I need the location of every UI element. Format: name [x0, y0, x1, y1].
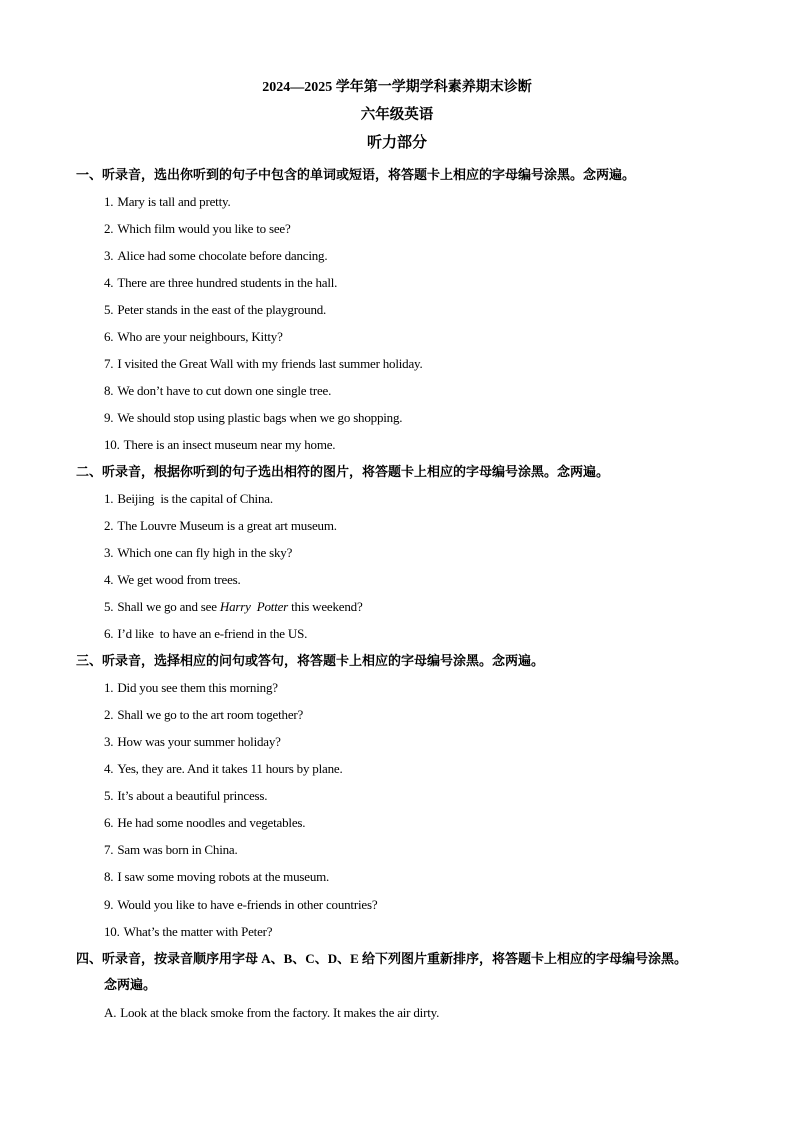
part4-item: A. Look at the black smoke from the factory. It makes the air dirty. [104, 1005, 440, 1020]
part1-item: 6. Who are your neighbours, Kitty? [104, 329, 283, 344]
part1-item: 2. Which film would you like to see? [104, 221, 291, 236]
part2-item: 4. We get wood from trees. [104, 572, 241, 587]
part3-item: 3. How was your summer holiday? [104, 734, 281, 749]
part2-heading: 二、听录音，根据你听到的句子选出相符的图片，将答题卡上相应的字母编号涂黑。念两遍。 [76, 464, 610, 479]
part1-item: 7. I visited the Great Wall with my friends last summer holiday. [104, 356, 423, 371]
part1-item: 4. There are three hundred students in the hall. [104, 275, 338, 290]
part1-item: 3. Alice had some chocolate before dancing. [104, 248, 328, 263]
part3-item: 4. Yes, they are. And it takes 11 hours by plane. [104, 761, 343, 776]
part2-item: 1. Beijing is the capital of China. [104, 491, 273, 506]
part3-item: 5. It’s about a beautiful princess. [104, 788, 268, 803]
part3-item: 9. Would you like to have e-friends in other countries? [104, 897, 378, 912]
part1-item: 10. There is an insect museum near my home. [104, 437, 336, 452]
part2-item: 6. I’d like to have an e-friend in the US. [104, 626, 308, 641]
part1-item: 9. We should stop using plastic bags when we go shopping. [104, 410, 403, 425]
part1-item: 8. We don’t have to cut down one single tree. [104, 383, 332, 398]
part4-heading: 四、听录音，按录音顺序用字母 A、B、C、D、E 给下列图片重新排序，将答题卡上相应的字母编号涂黑。 [76, 951, 688, 966]
section-title: 听力部分 [366, 135, 427, 151]
part1-item: 5. Peter stands in the east of the playground. [104, 302, 327, 317]
part4-heading-continued: 念两遍。 [104, 977, 157, 992]
part2-item: 5. Shall we go and see Harry Potter this weekend? [104, 599, 363, 614]
exam-title: 2024—2025 学年第一学期学科素养期末诊断 [262, 80, 532, 95]
part1-item: 1. Mary is tall and pretty. [104, 194, 231, 209]
part3-item: 6. He had some noodles and vegetables. [104, 815, 306, 830]
grade-subject: 六年级英语 [360, 107, 434, 123]
part2-item: 2. The Louvre Museum is a great art museum. [104, 518, 337, 533]
part3-item: 2. Shall we go to the art room together? [104, 707, 304, 722]
part3-item: 8. I saw some moving robots at the museum. [104, 869, 330, 884]
part3-heading: 三、听录音，选择相应的问句或答句，将答题卡上相应的字母编号涂黑。念两遍。 [76, 653, 545, 668]
part3-item: 1. Did you see them this morning? [104, 680, 278, 695]
part1-heading: 一、听录音，选出你听到的句子中包含的单词或短语，将答题卡上相应的字母编号涂黑。念两遍。 [76, 167, 636, 182]
part2-item: 3. Which one can fly high in the sky? [104, 545, 293, 560]
part3-item: 10. What’s the matter with Peter? [104, 924, 273, 939]
part3-item: 7. Sam was born in China. [104, 842, 238, 857]
